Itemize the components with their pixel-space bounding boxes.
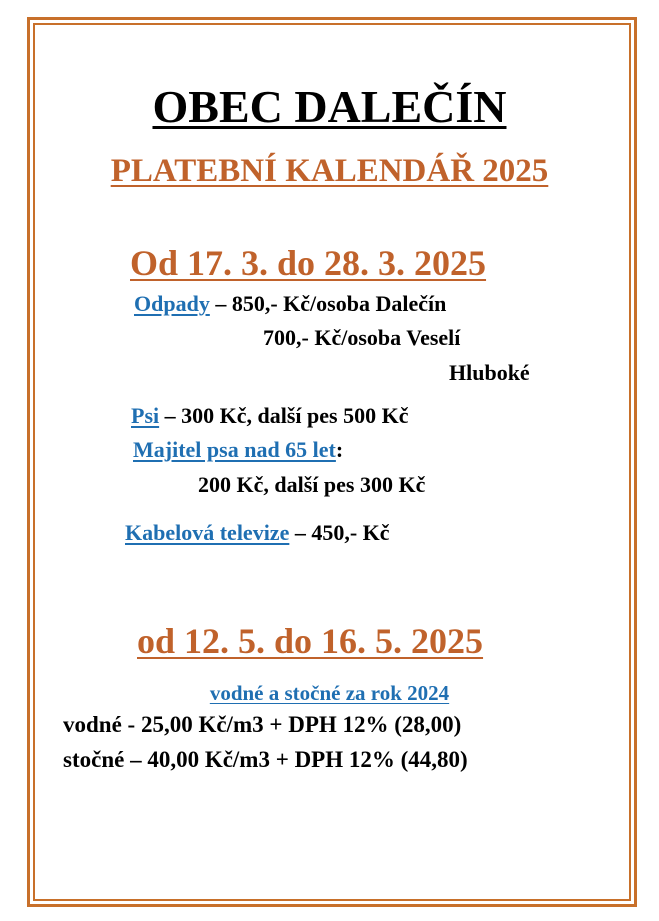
odpady-line3: Hluboké — [449, 360, 530, 385]
majitel-row — [133, 439, 343, 461]
odpady-line1: – 850,- Kč/osoba Dalečín — [209, 291, 447, 316]
odpady-line2: 700,- Kč/osoba Veselí — [263, 325, 461, 350]
vodne-line: vodné - 25,00 Kč/m3 + DPH 12% (28,00) — [63, 712, 462, 737]
odpady-row — [134, 293, 446, 315]
stocne-line: stočné – 40,00 Kč/m3 + DPH 12% (44,80) — [63, 747, 468, 772]
psi-row — [131, 405, 408, 427]
water-note-text: vodné a stočné za rok 2024 — [209, 681, 450, 705]
majitel-label: Majitel psa nad 65 let — [133, 437, 336, 462]
page-subtitle — [0, 155, 659, 188]
page-title — [0, 81, 659, 132]
majitel-colon: : — [335, 437, 344, 462]
kabel-label: Kabelová televize — [125, 520, 290, 545]
odpady-label: Odpady — [134, 291, 210, 316]
psi-text: – 300 Kč, další pes 500 Kč — [159, 403, 409, 428]
water-note — [0, 683, 659, 704]
psi-label: Psi — [131, 403, 160, 428]
kabel-row — [125, 522, 390, 544]
period2-heading: od 12. 5. do 16. 5. 2025 — [137, 621, 484, 661]
period1-heading: Od 17. 3. do 28. 3. 2025 — [130, 243, 487, 283]
majitel-text: 200 Kč, další pes 300 Kč — [198, 472, 426, 497]
page-title-text: OBEC DALEČÍN — [152, 81, 507, 132]
kabel-text: – 450,- Kč — [289, 520, 390, 545]
page-subtitle-text: PLATEBNÍ KALENDÁŘ 2025 — [110, 153, 549, 189]
